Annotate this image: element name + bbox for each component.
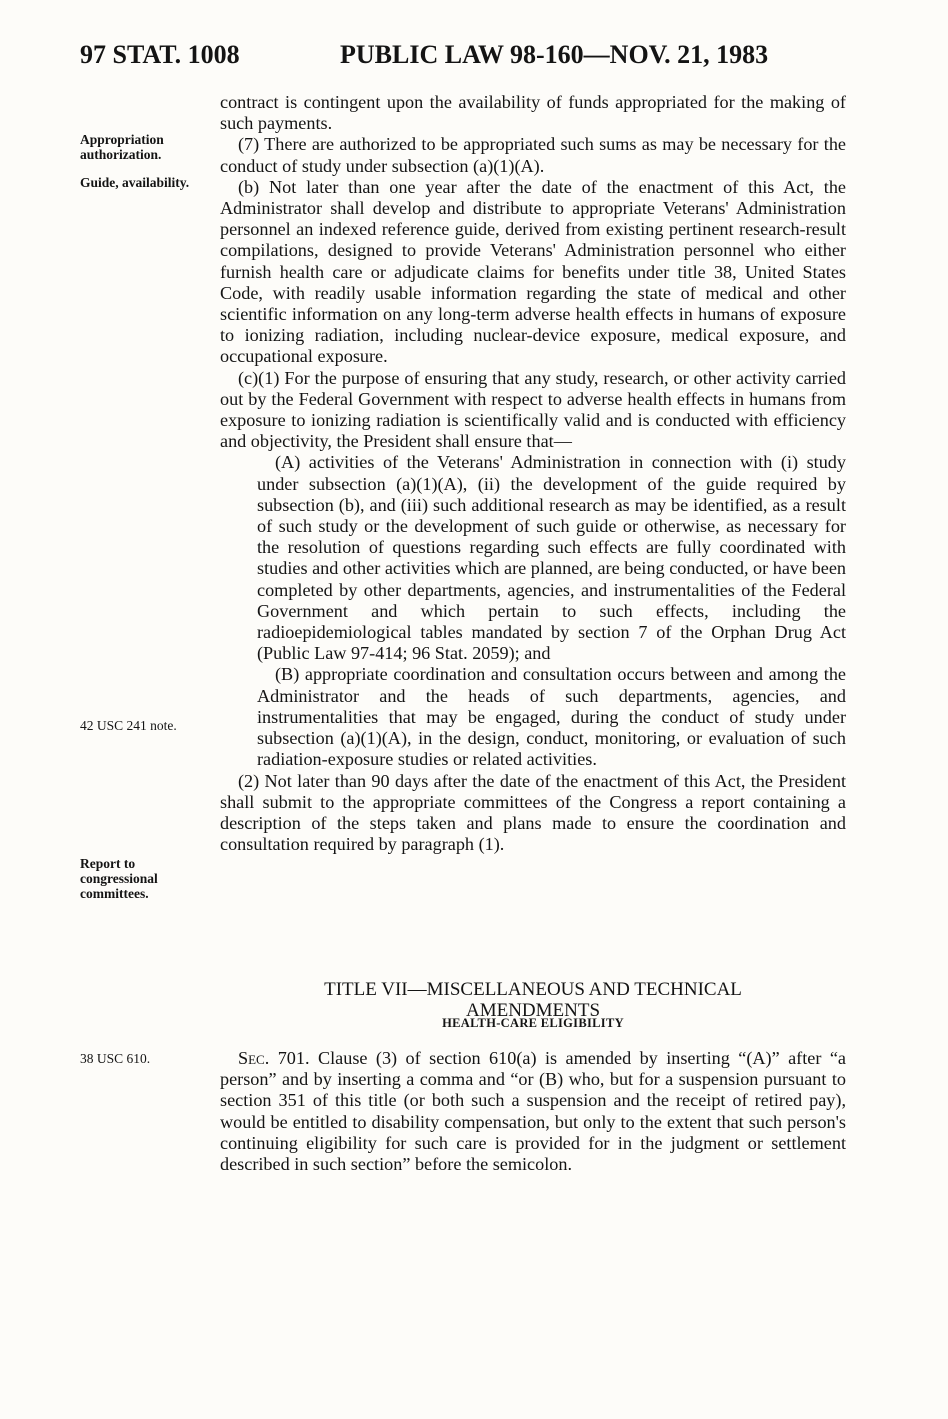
margin-note-usc-241: 42 USC 241 note. [80, 718, 177, 733]
public-law-title: PUBLIC LAW 98-160—NOV. 21, 1983 [340, 40, 769, 69]
title-vii-line-2: AMENDMENTS [465, 1000, 601, 1021]
title-vii-heading [220, 979, 846, 1021]
statute-page-reference: 97 STAT. 1008 [80, 40, 240, 69]
paragraph-b-reference-guide: (b) Not later than one year after the date of the enactment of this Act, the Administrator shall develop and distribute to appropriate Veterans' Administration personnel an indexed reference guide, derived from existing pertinent research-result compilations, designed to provide Veterans' Administration personnel who either furnish health care or adjudicate claims for benefits under title 38, United States Code, with readily usable information regarding the state of medical and other scientific information on any long-term adverse health effects in humans of exposure to ionizing radiation, including nuclear-device exposure, medical exposure, and occupational exposure. [220, 176, 846, 367]
paragraph-c1-president-ensure: (c)(1) For the purpose of ensuring that any study, research, or other activity carried out by the Federal Government with respect to adverse health effects in humans from exposure to ionizing radiation is scientifically valid and is conducted with efficiency and objectivity, the President shall ensure that— [220, 367, 846, 452]
health-care-eligibility-heading: HEALTH-CARE ELIGIBILITY [442, 1016, 624, 1030]
section-body [220, 92, 846, 855]
section-701 [220, 1048, 846, 1175]
title-vii-line-1: TITLE VII—MISCELLANEOUS AND TECHNICAL [324, 979, 742, 1000]
margin-note-appropriation: Appropriation authorization. [80, 132, 164, 162]
margin-note-report: Report to congressional committees. [80, 856, 158, 901]
page-header [80, 40, 846, 74]
subparagraph-a-activities: (A) activities of the Veterans' Administration in connection with (i) study under subsection (a)(1)(A), (ii) the development of the guide required by subsection (b), and (iii) such additional research as may be identified, as a result of such study or the development of such guide or otherwise, as necessary for the resolution of questions regarding such effects are fully coordinated with studies and other activities which are planned, are being conducted, or have been completed by other departments, agencies, and instrumentalities of the Federal Government and which pertain to such effects, including the radioepidemiological tables mandated by section 7 of the Orphan Drug Act (Public Law 97-414; 96 Stat. 2059); and [257, 452, 846, 664]
paragraph-contract-contingent: contract is contingent upon the availability of funds appropriated for the making of such payments. [220, 92, 846, 134]
margin-note-guide: Guide, availability. [80, 175, 190, 190]
margin-note-usc-610: 38 USC 610. [80, 1051, 151, 1066]
paragraph-7-appropriations: (7) There are authorized to be appropriated such sums as may be necessary for the conduct of study under subsection (a)(1)(A). [220, 134, 846, 176]
paragraph-c2-report: (2) Not later than 90 days after the date of the enactment of this Act, the President shall submit to the appropriate committees of the Congress a report containing a description of the steps taken and plans made to ensure the coordination and consultation required by paragraph (1). [220, 770, 846, 855]
subparagraph-b-coordination: (B) appropriate coordination and consultation occurs between and among the Administrator and the heads of such departments, agencies, and instrumentalities that may be engaged, during the conduct of study under subsection (a)(1)(A), in the design, conduct, monitoring, or evaluation of such radiation-exposure studies or related activities. [257, 664, 846, 770]
section-701-text: Clause (3) of section 610(a) is amended by inserting “(A)” after “a person” and by inserting a comma and “or (B) who, but for a suspension pursuant to section 351 of this title (or both such a suspension and the receipt of retired pay), would be entitled to disability compensation, but only to the extent that such person's continuing eligibility for such care is provided for in the judgment or settlement described in such section” before the semicolon. [220, 1048, 846, 1175]
section-701-label: Sec. 701. [238, 1048, 310, 1068]
